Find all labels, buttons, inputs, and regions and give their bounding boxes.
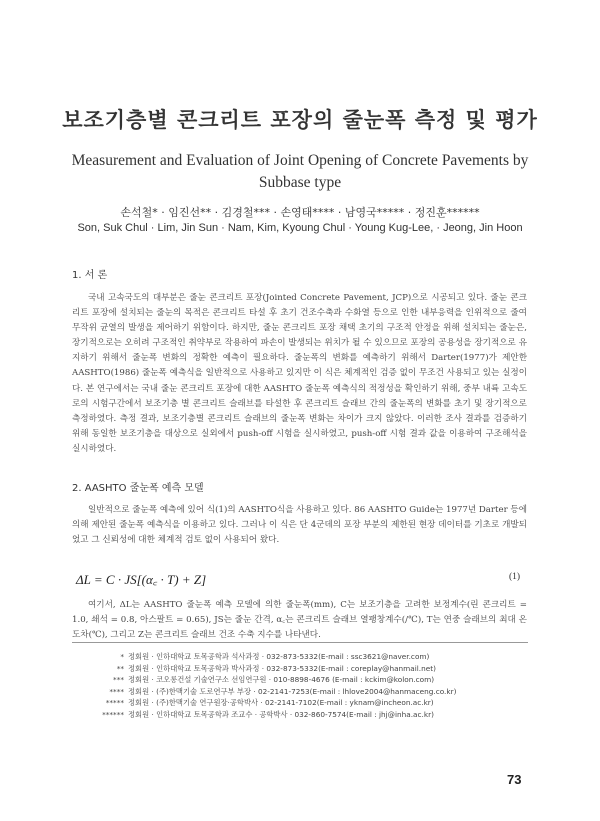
footnote: ** 정회원 · 인하대학교 토목공학과 박사과정 · 032-873-5332(E-mail : coreplay@hanmail.net) [116, 663, 436, 673]
authors-english: Son, Suk Chul · Lim, Jin Sun · Nam, Kim, Kyoung Chul · Young Kug-Lee, · Jeong, Jin Hoon [77, 222, 523, 234]
footnote-list [88, 651, 456, 721]
section-heading-aashto: 2. AASHTO 줄눈폭 예측 모델 [72, 483, 204, 494]
title-english: Measurement and Evaluation of Joint Opening of Concrete Pavements by Subbase type [71, 152, 529, 191]
equation-aashto: ΔL = C · JS[(α꜀ · T) + Z] [76, 572, 207, 587]
equation-number: (1) [509, 572, 521, 582]
footnote: ****** 정회원 · 인하대학교 토목공학과 조교수 · 공학박사 · 032-860-7574(E-mail : jhj@inha.ac.kr) [102, 709, 434, 719]
title-korean: 보조기층별 콘크리트 포장의 줄눈폭 측정 및 평가 [62, 108, 538, 132]
authors-korean: 손석철* · 임진선** · 김경철*** · 손영태**** · 남영국***** · 정진훈****** [120, 206, 480, 219]
footnote-divider [72, 642, 528, 643]
page-number: 73 [507, 772, 522, 787]
introduction-paragraph: 국내 고속국도의 대부분은 줄눈 콘크리트 포장(Jointed Concrete Pavement, JCP)으로 시공되고 있다. 줄눈 콘크리트 포장에 설치되는 줄눈의 목적은 콘크리트 타설 후 초기 건조수축과 수화열 등으로 인한 내부응력을 인위적으로 줄여 무작위 균열의 발생을 제어하기 위함이다. 하지만, 줄눈 콘크리트 포장 채택 초기의 구조적 안정을 위해 설치되는 줄눈은, 장기적으로는 오히려 구조적인 취약부로 작용하여 파손이 발생되는 위치가 될 수 있으므로 포장의 공용성을 장기적으로 유지하기 위해서 줄눈폭 변화의 정확한 예측이 필요하다. 줄눈폭의 변화를 예측하기 위해서 Darter(1977)가 제안한 AASHTO(1986) 줄눈폭 예측식을 일반적으로 사용하고 있지만 이 식은 체계적인 검증 없이 무조건 사용되고 있는 실정이다. 본 연구에서는 국내 줄눈 콘크리트 포장에 대한 AASHTO 줄눈폭 예측식의 적정성을 확인하기 위해, 중부 내륙 고속도로의 시험구간에서 보조기층 별 콘크리트 슬래브를 타설한 후 콘크리트 슬래브 간의 줄눈폭의 변화를 초기 및 장기적으로 측정하였다. 측정 결과, 보조기층별 콘크리트 슬래브의 줄눈폭 변화는 차이가 크지 않았다. 이러한 조사 결과를 검증하기 위해 동일한 보조기층을 대상으로 실외에서 push-off 시험을 실시하였고, push-off 시험 결과 값을 이용하여 구조해석을 실시하였다. [72, 293, 527, 454]
footnote: ***** 정회원 · (주)한맥기술 연구원장·공학박사 · 02-2141-7102(E-mail : yknam@incheon.ac.kr) [105, 698, 434, 708]
section-heading-introduction: 1. 서 론 [72, 270, 108, 281]
footnote: **** 정회원 · (주)한맥기술 도로연구부 부장 · 02-2141-7253(E-mail : lhlove2004@hanmaceng.co.kr) [109, 686, 457, 696]
equation-explanation-paragraph: 여기서, ΔL는 AASHTO 줄눈폭 예측 모델에 의한 줄눈폭(mm), C는 보조기층을 고려한 보정계수(린 콘크리트 = 1.0, 쇄석 = 0.8, 아스팔트 = 0.65), JS는 줄눈 간격, α꜀는 콘크리트 슬래브 열팽창계수(/℃), T는 연중 슬래브의 최대 온도차(℃), 그리고 Z는 콘크리트 슬래브 건조 수축 지수를 나타낸다. [72, 600, 527, 641]
aashto-paragraph: 일반적으로 줄눈폭 예측에 있어 식(1)의 AASHTO식을 사용하고 있다. 86 AASHTO Guide는 1977년 Darter 등에 의해 제안된 줄눈폭 예측식을 이용하고 있다. 그러나 이 식은 단 4군데의 포장 부분의 제한된 현장 데이터를 기초로 개발되었고 그 신뢰성에 대한 체계적 검토 없이 사용되어 왔다. [72, 505, 528, 546]
footnote: *** 정회원 · 코오롱건설 기술연구소 선임연구원 · 010-8898-4676 (E-mail : kckim@kolon.com) [113, 675, 435, 685]
footnote: * 정회원 · 인하대학교 토목공학과 석사과정 · 032-873-5332(E-mail : ssc3621@naver.com) [120, 652, 430, 661]
